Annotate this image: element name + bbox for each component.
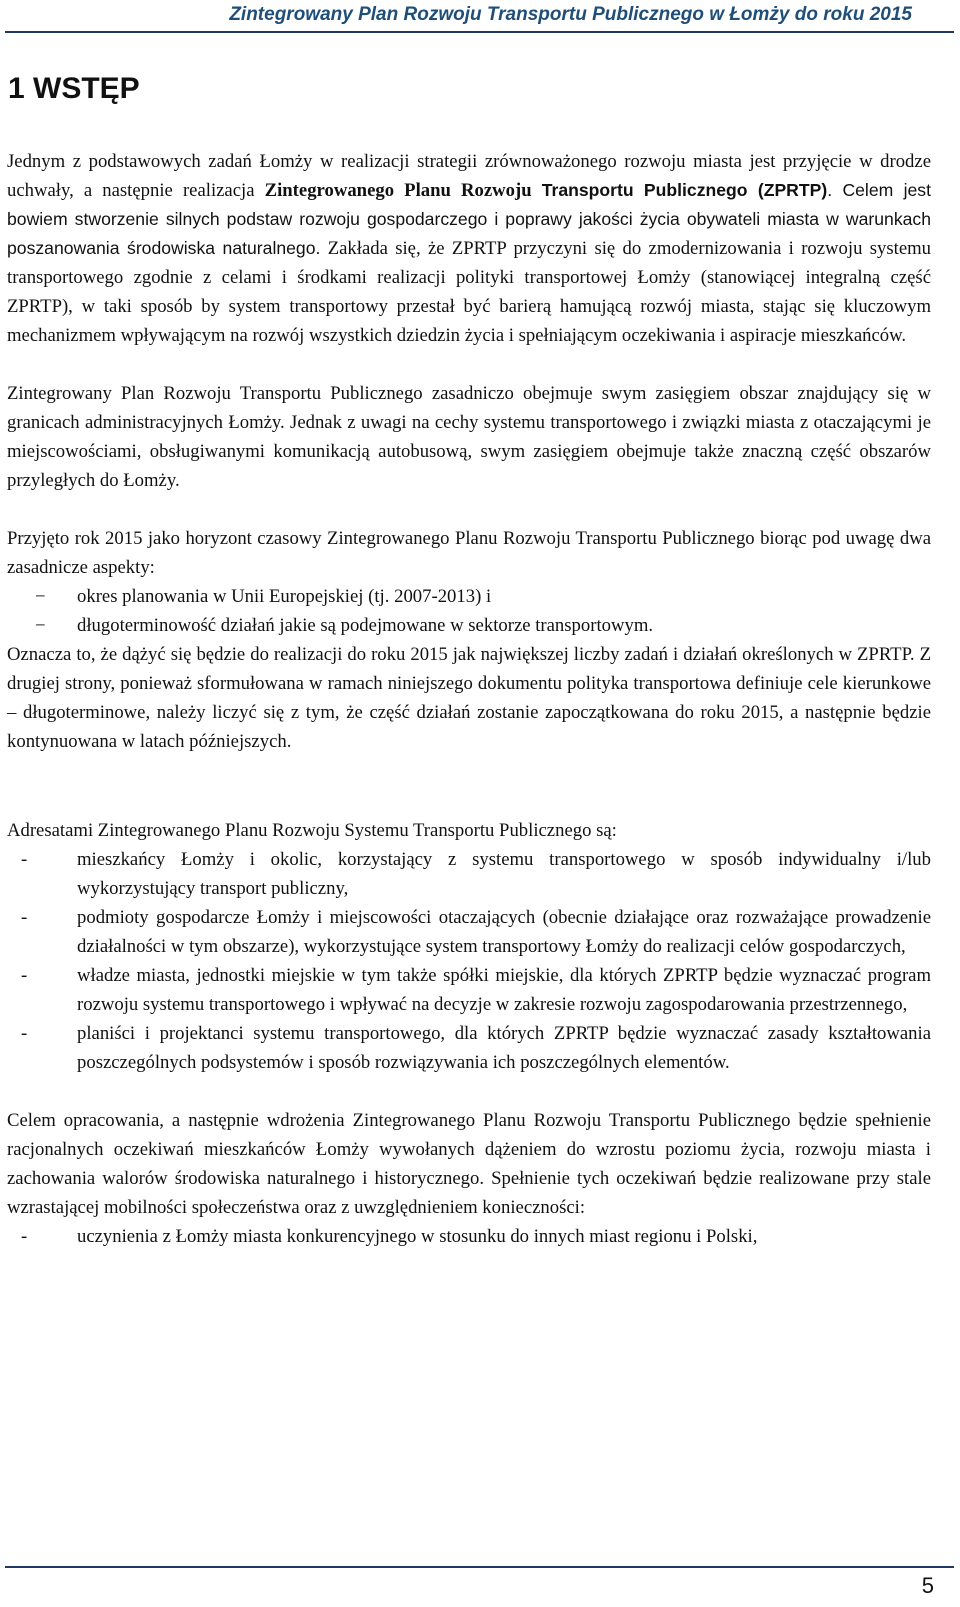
list-item	[7, 903, 931, 961]
paragraph-intro	[7, 147, 931, 350]
p1-text-a: Jednym z podstawowych zadań Łomży w realizacji strategii zrównoważonego rozwoju miasta jest przyjęcie w drodze uchwały, a następnie realizacja	[7, 151, 931, 201]
header-rule	[5, 31, 954, 33]
list-item	[7, 582, 931, 611]
paragraph-goal: Celem opracowania, a następnie wdrożenia Zintegrowanego Planu Rozwoju Transportu Publicznego będzie spełnienie racjonalnych oczekiwań mieszkańców Łomży wywołanych dążeniem do wzrostu poziomu życia, rozwoju miasta i zachowania walorów środowiska naturalnego i historycznego. Spełnienie tych oczekiwań będzie realizowane przy stale wzrastającej mobilności społeczeństwa oraz z uwzględnieniem konieczności:	[7, 1110, 931, 1218]
section-heading: 1 WSTĘP	[8, 72, 140, 105]
list-marker: -	[21, 907, 28, 928]
p1-text-d: . Celem jest bowiem stworzenie silnych podstaw rozwoju gospodarczego i poprawy jakości życia obywateli miasta w warunkach poszanowania środowiska naturalnego.	[7, 180, 931, 258]
running-header: Zintegrowany Plan Rozwoju Transportu Publicznego w Łomży do roku 2015	[229, 4, 912, 25]
list-item-text: okres planowania w Unii Europejskiej (tj. 2007-2013) i	[77, 586, 492, 607]
footer-rule	[5, 1566, 954, 1568]
list-item-text: podmioty gospodarcze Łomży i miejscowości otaczających (obecnie działające oraz rozważające prowadzenie działalności w tym obszarze), wykorzystujące system transportowy Łomży do realizacji celów gospodarczych,	[77, 907, 931, 957]
document-body	[7, 147, 931, 1251]
list-item-text: mieszkańcy Łomży i okolic, korzystający z systemu transportowego w sposób indywidualny i/lub wykorzystujący transport publiczny,	[77, 849, 931, 899]
list-item	[7, 1019, 931, 1077]
page-number: 5	[921, 1573, 934, 1598]
list-item	[7, 845, 931, 903]
addressees-list	[7, 845, 931, 1077]
paragraph-addressees: Adresatami Zintegrowanego Planu Rozwoju Systemu Transportu Publicznego są:	[7, 820, 617, 841]
paragraph-horizon: Przyjęto rok 2015 jako horyzont czasowy Zintegrowanego Planu Rozwoju Transportu Publicznego biorąc pod uwagę dwa zasadnicze aspekty:	[7, 528, 931, 578]
list-marker: -	[21, 849, 28, 870]
p1-bold-b: Zintegrowanego Planu Rozwoju	[264, 180, 532, 201]
list-marker: −	[35, 586, 46, 607]
list-marker: −	[35, 615, 46, 636]
list-marker: -	[21, 1226, 28, 1247]
list-marker: -	[21, 965, 28, 986]
paragraph-horizon-outro: Oznacza to, że dążyć się będzie do realizacji do roku 2015 jak największej liczby zadań i działań określonych w ZPRTP. Z drugiej strony, ponieważ sformułowana w ramach niniejszego dokumentu polityka transportowa definiuje cele kierunkowe – długoterminowe, należy liczyć się z tym, że część działań zostanie zapoczątkowana do roku 2015, a następnie będzie kontynuowana w latach późniejszych.	[7, 644, 931, 752]
list-item	[7, 1222, 931, 1251]
list-item	[7, 961, 931, 1019]
list-item	[7, 611, 931, 640]
list-item-text: planiści i projektanci systemu transportowego, dla których ZPRTP będzie wyznaczać zasady kształtowania poszczególnych podsystemów i sposób rozwiązywania ich poszczególnych elementów.	[77, 1023, 931, 1073]
paragraph-scope: Zintegrowany Plan Rozwoju Transportu Publicznego zasadniczo obejmuje swym zasięgiem obszar znajdujący się w granicach administracyjnych Łomży. Jednak z uwagi na cechy systemu transportowego i związki miasta z otaczającymi je miejscowościami, obsługiwanymi komunikacją autobusową, swym zasięgiem obejmuje także znaczną część obszarów przyległych do Łomży.	[7, 383, 931, 491]
horizon-list	[7, 582, 931, 640]
list-item-text: uczynienia z Łomży miasta konkurencyjnego w stosunku do innych miast regionu i Polski,	[77, 1226, 758, 1247]
list-item-text: długoterminowość działań jakie są podejmowane w sektorze transportowym.	[77, 615, 654, 636]
goal-list	[7, 1222, 931, 1251]
list-item-text: władze miasta, jednostki miejskie w tym także spółki miejskie, dla których ZPRTP będzie wyznaczać program rozwoju systemu transportowego i wpływać na decyzje w zakresie rozwoju zagospodarowania przestrzennego,	[77, 965, 931, 1015]
p1-text-e: Zakłada się, że ZPRTP przyczyni się do zmodernizowania i rozwoju systemu transportowego zgodnie z celami i środkami realizacji polityki transportowej Łomży (stanowiącej integralną część ZPRTP), w taki sposób by system transportowy przestał być barierą hamującą rozwój miasta, stając się kluczowym mechanizmem wpływającym na rozwój wszystkich dziedzin życia i spełniającym oczekiwania i aspiracje mieszkańców.	[7, 238, 931, 346]
p1-bold-c: Transportu Publicznego (ZPRTP)	[541, 180, 828, 200]
list-marker: -	[21, 1023, 28, 1044]
